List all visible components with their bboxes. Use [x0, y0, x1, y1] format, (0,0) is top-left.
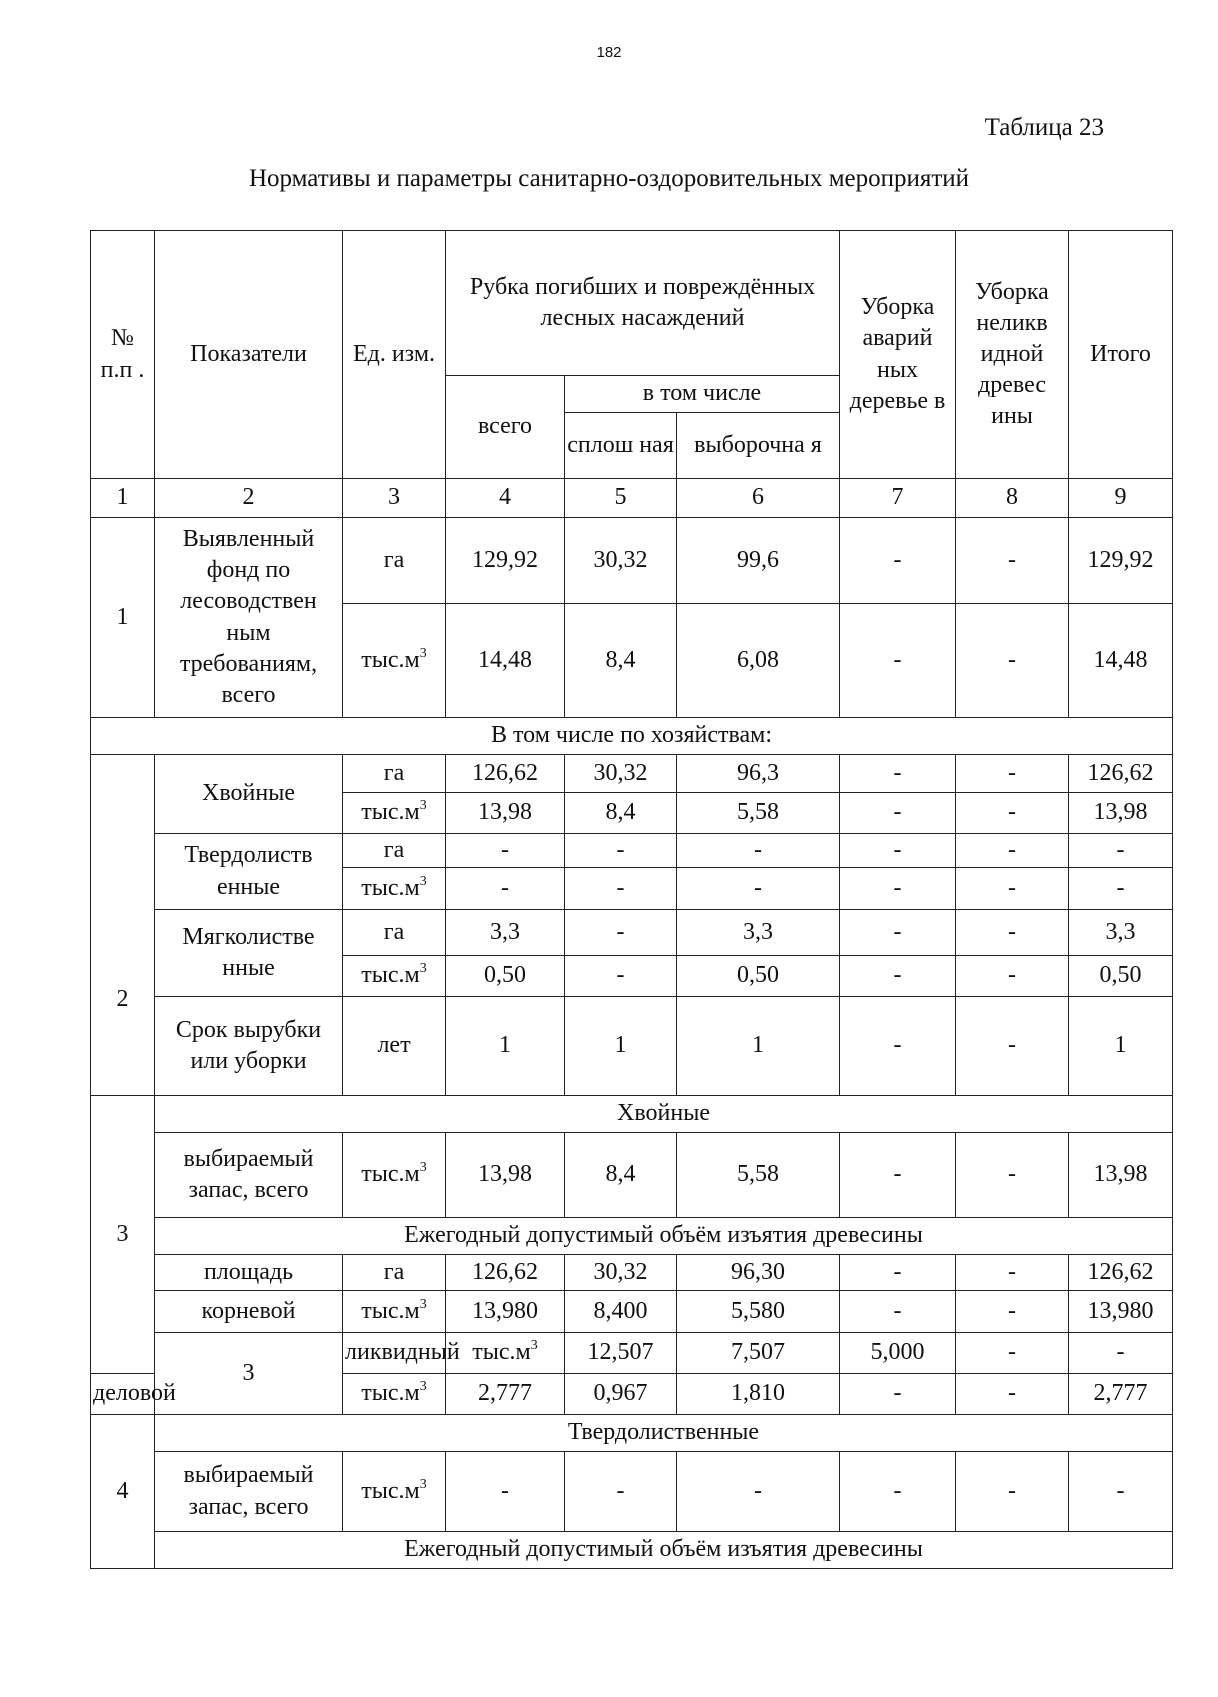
row-label: деловой [91, 1374, 155, 1415]
value-cell: 5,58 [677, 793, 840, 834]
value-cell: - [1069, 868, 1173, 910]
value-cell: 3,3 [677, 910, 840, 956]
col-number: 6 [677, 479, 840, 518]
value-cell: - [956, 1255, 1069, 1291]
unit-cell: $тыс.м^3$ [343, 1133, 446, 1218]
value-cell: - [1069, 834, 1173, 868]
table-row [91, 1291, 1173, 1333]
by-farms-heading: В том числе по хозяйствам: [91, 718, 1173, 755]
value-cell: 96,30 [677, 1255, 840, 1291]
value-cell: - [956, 604, 1069, 718]
section-heading: Ежегодный допустимый объём изъятия древесины [155, 1218, 1173, 1255]
value-cell: - [840, 834, 956, 868]
value-cell: - [565, 956, 677, 997]
value-cell: 8,400 [565, 1291, 677, 1333]
value-cell: 6,08 [677, 604, 840, 718]
value-cell: - [840, 604, 956, 718]
value-cell: - [677, 834, 840, 868]
value-cell: - [677, 1452, 840, 1532]
row-label: Выявленный фонд по лесоводствен ным требованиям, всего [155, 518, 343, 718]
value-cell: - [840, 1133, 956, 1218]
row-number: 3 [155, 1333, 343, 1415]
header-clear: сплош ная [565, 413, 677, 479]
value-cell: 14,48 [1069, 604, 1173, 718]
value-cell: - [565, 834, 677, 868]
value-cell: 0,50 [1069, 956, 1173, 997]
value-cell: 30,32 [565, 755, 677, 793]
table-row [91, 518, 1173, 604]
row-label: площадь [155, 1255, 343, 1291]
value-cell: - [1069, 1452, 1173, 1532]
row-label: выбираемый запас, всего [155, 1133, 343, 1218]
table-row [91, 1218, 1173, 1255]
value-cell: 12,507 [565, 1333, 677, 1374]
value-cell: - [446, 1452, 565, 1532]
value-cell: - [1069, 1333, 1173, 1374]
unit-cell: га [343, 755, 446, 793]
value-cell: - [565, 910, 677, 956]
col-number: 5 [565, 479, 677, 518]
value-cell: - [840, 1291, 956, 1333]
unit-cell: га [343, 910, 446, 956]
col-number: 2 [155, 479, 343, 518]
unit-cell: га [343, 518, 446, 604]
value-cell: - [565, 1452, 677, 1532]
value-cell: 13,98 [1069, 1133, 1173, 1218]
value-cell: 5,000 [840, 1333, 956, 1374]
value-cell: - [956, 956, 1069, 997]
unit-cell: га [343, 834, 446, 868]
value-cell: - [956, 1452, 1069, 1532]
value-cell: - [956, 868, 1069, 910]
table-row [91, 1415, 1173, 1452]
value-cell: 129,92 [446, 518, 565, 604]
value-cell: - [956, 793, 1069, 834]
unit-cell: $тыс.м^3$ [343, 868, 446, 910]
value-cell: 30,32 [565, 518, 677, 604]
section-heading: Ежегодный допустимый объём изъятия древесины [155, 1532, 1173, 1569]
value-cell: - [956, 1133, 1069, 1218]
row-label: Твердолиств енные [155, 834, 343, 910]
value-cell: - [840, 518, 956, 604]
value-cell: - [956, 518, 1069, 604]
row-label: ликвидный [343, 1333, 446, 1374]
value-cell: 13,980 [1069, 1291, 1173, 1333]
value-cell: 126,62 [1069, 1255, 1173, 1291]
header-illiquid: Уборка неликв идной древес ины [956, 231, 1069, 479]
value-cell: - [956, 1291, 1069, 1333]
header-itogo: Итого [1069, 231, 1173, 479]
header-total: всего [446, 376, 565, 479]
table-row [91, 1096, 1173, 1133]
table-row [91, 834, 1173, 868]
value-cell: - [840, 1452, 956, 1532]
col-number: 1 [91, 479, 155, 518]
header-unit: Ед. изм. [343, 231, 446, 479]
value-cell: 5,58 [677, 1133, 840, 1218]
value-cell: 0,967 [565, 1374, 677, 1415]
value-cell: 8,4 [565, 793, 677, 834]
row-label: Мягколистве нные [155, 910, 343, 997]
table-row [91, 755, 1173, 793]
document-title: Нормативы и параметры санитарно-оздоровительных мероприятий [248, 165, 970, 192]
value-cell: 13,98 [446, 1133, 565, 1218]
table-row [91, 1333, 1173, 1374]
row-number: 2 [91, 755, 155, 1096]
value-cell: 96,3 [677, 755, 840, 793]
value-cell: 3,3 [1069, 910, 1173, 956]
value-cell: - [840, 868, 956, 910]
value-cell: - [840, 1255, 956, 1291]
header-emergency: Уборка аварий ных деревье в [840, 231, 956, 479]
header-felling-group: Рубка погибших и повреждённых лесных насаждений [446, 231, 840, 376]
value-cell: 30,32 [565, 1255, 677, 1291]
value-cell: - [840, 956, 956, 997]
unit-cell: $тыс.м^3$ [343, 1374, 446, 1415]
col-number: 9 [1069, 479, 1173, 518]
table-row [91, 997, 1173, 1096]
table-row [91, 1532, 1173, 1569]
value-cell: 2,777 [1069, 1374, 1173, 1415]
value-cell: 126,62 [446, 755, 565, 793]
row-number: 4 [91, 1415, 155, 1569]
row-label: Срок вырубки или уборки [155, 997, 343, 1096]
value-cell: - [956, 1374, 1069, 1415]
table-row [91, 1133, 1173, 1218]
unit-cell: га [343, 1255, 446, 1291]
col-number: 7 [840, 479, 956, 518]
value-cell: - [956, 755, 1069, 793]
value-cell: 126,62 [1069, 755, 1173, 793]
header-row [91, 231, 1173, 376]
value-cell: - [677, 868, 840, 910]
value-cell: 13,98 [1069, 793, 1173, 834]
header-including: в том числе [565, 376, 840, 413]
unit-cell: $тыс.м^3$ [343, 604, 446, 718]
value-cell: - [956, 1333, 1069, 1374]
value-cell: 1,810 [677, 1374, 840, 1415]
col-number: 3 [343, 479, 446, 518]
norms-table [90, 230, 1173, 1569]
table-row [91, 910, 1173, 956]
col-number: 8 [956, 479, 1069, 518]
unit-cell: $тыс.м^3$ [446, 1333, 565, 1374]
value-cell: - [956, 834, 1069, 868]
value-cell: 3,3 [446, 910, 565, 956]
value-cell: - [840, 1374, 956, 1415]
value-cell: - [840, 755, 956, 793]
unit-cell: $тыс.м^3$ [343, 956, 446, 997]
value-cell: 1 [446, 997, 565, 1096]
value-cell: 1 [677, 997, 840, 1096]
value-cell: - [565, 868, 677, 910]
value-cell: 0,50 [446, 956, 565, 997]
row-label: выбираемый запас, всего [155, 1452, 343, 1532]
value-cell: 0,50 [677, 956, 840, 997]
value-cell: - [446, 868, 565, 910]
value-cell: 99,6 [677, 518, 840, 604]
value-cell: 129,92 [1069, 518, 1173, 604]
value-cell: 7,507 [677, 1333, 840, 1374]
value-cell: - [956, 997, 1069, 1096]
header-selective: выборочна я [677, 413, 840, 479]
value-cell: 14,48 [446, 604, 565, 718]
value-cell: 126,62 [446, 1255, 565, 1291]
table-row [91, 1255, 1173, 1291]
unit-cell: $тыс.м^3$ [343, 1452, 446, 1532]
value-cell: 8,4 [565, 1133, 677, 1218]
value-cell: 13,98 [446, 793, 565, 834]
unit-cell: лет [343, 997, 446, 1096]
table-caption: Таблица 23 [984, 114, 1104, 141]
value-cell: 1 [565, 997, 677, 1096]
value-cell: 1 [1069, 997, 1173, 1096]
value-cell: - [840, 997, 956, 1096]
value-cell: 13,980 [446, 1291, 565, 1333]
value-cell: 2,777 [446, 1374, 565, 1415]
table-row [91, 1452, 1173, 1532]
row-number: 1 [91, 518, 155, 718]
column-numbers-row [91, 479, 1173, 518]
value-cell: - [840, 793, 956, 834]
section-heading: Твердолиственные [155, 1415, 1173, 1452]
header-no: № п.п . [91, 231, 155, 479]
value-cell: 8,4 [565, 604, 677, 718]
value-cell: - [840, 910, 956, 956]
unit-cell: $тыс.м^3$ [343, 793, 446, 834]
unit-cell: $тыс.м^3$ [343, 1291, 446, 1333]
row-label: Хвойные [155, 755, 343, 834]
value-cell: 5,580 [677, 1291, 840, 1333]
page-number: 182 [596, 44, 622, 61]
header-indicators: Показатели [155, 231, 343, 479]
col-number: 4 [446, 479, 565, 518]
row-number: 3 [91, 1096, 155, 1374]
table-row [91, 718, 1173, 755]
value-cell: - [446, 834, 565, 868]
section-heading: Хвойные [155, 1096, 1173, 1133]
value-cell: - [956, 910, 1069, 956]
row-label: корневой [155, 1291, 343, 1333]
